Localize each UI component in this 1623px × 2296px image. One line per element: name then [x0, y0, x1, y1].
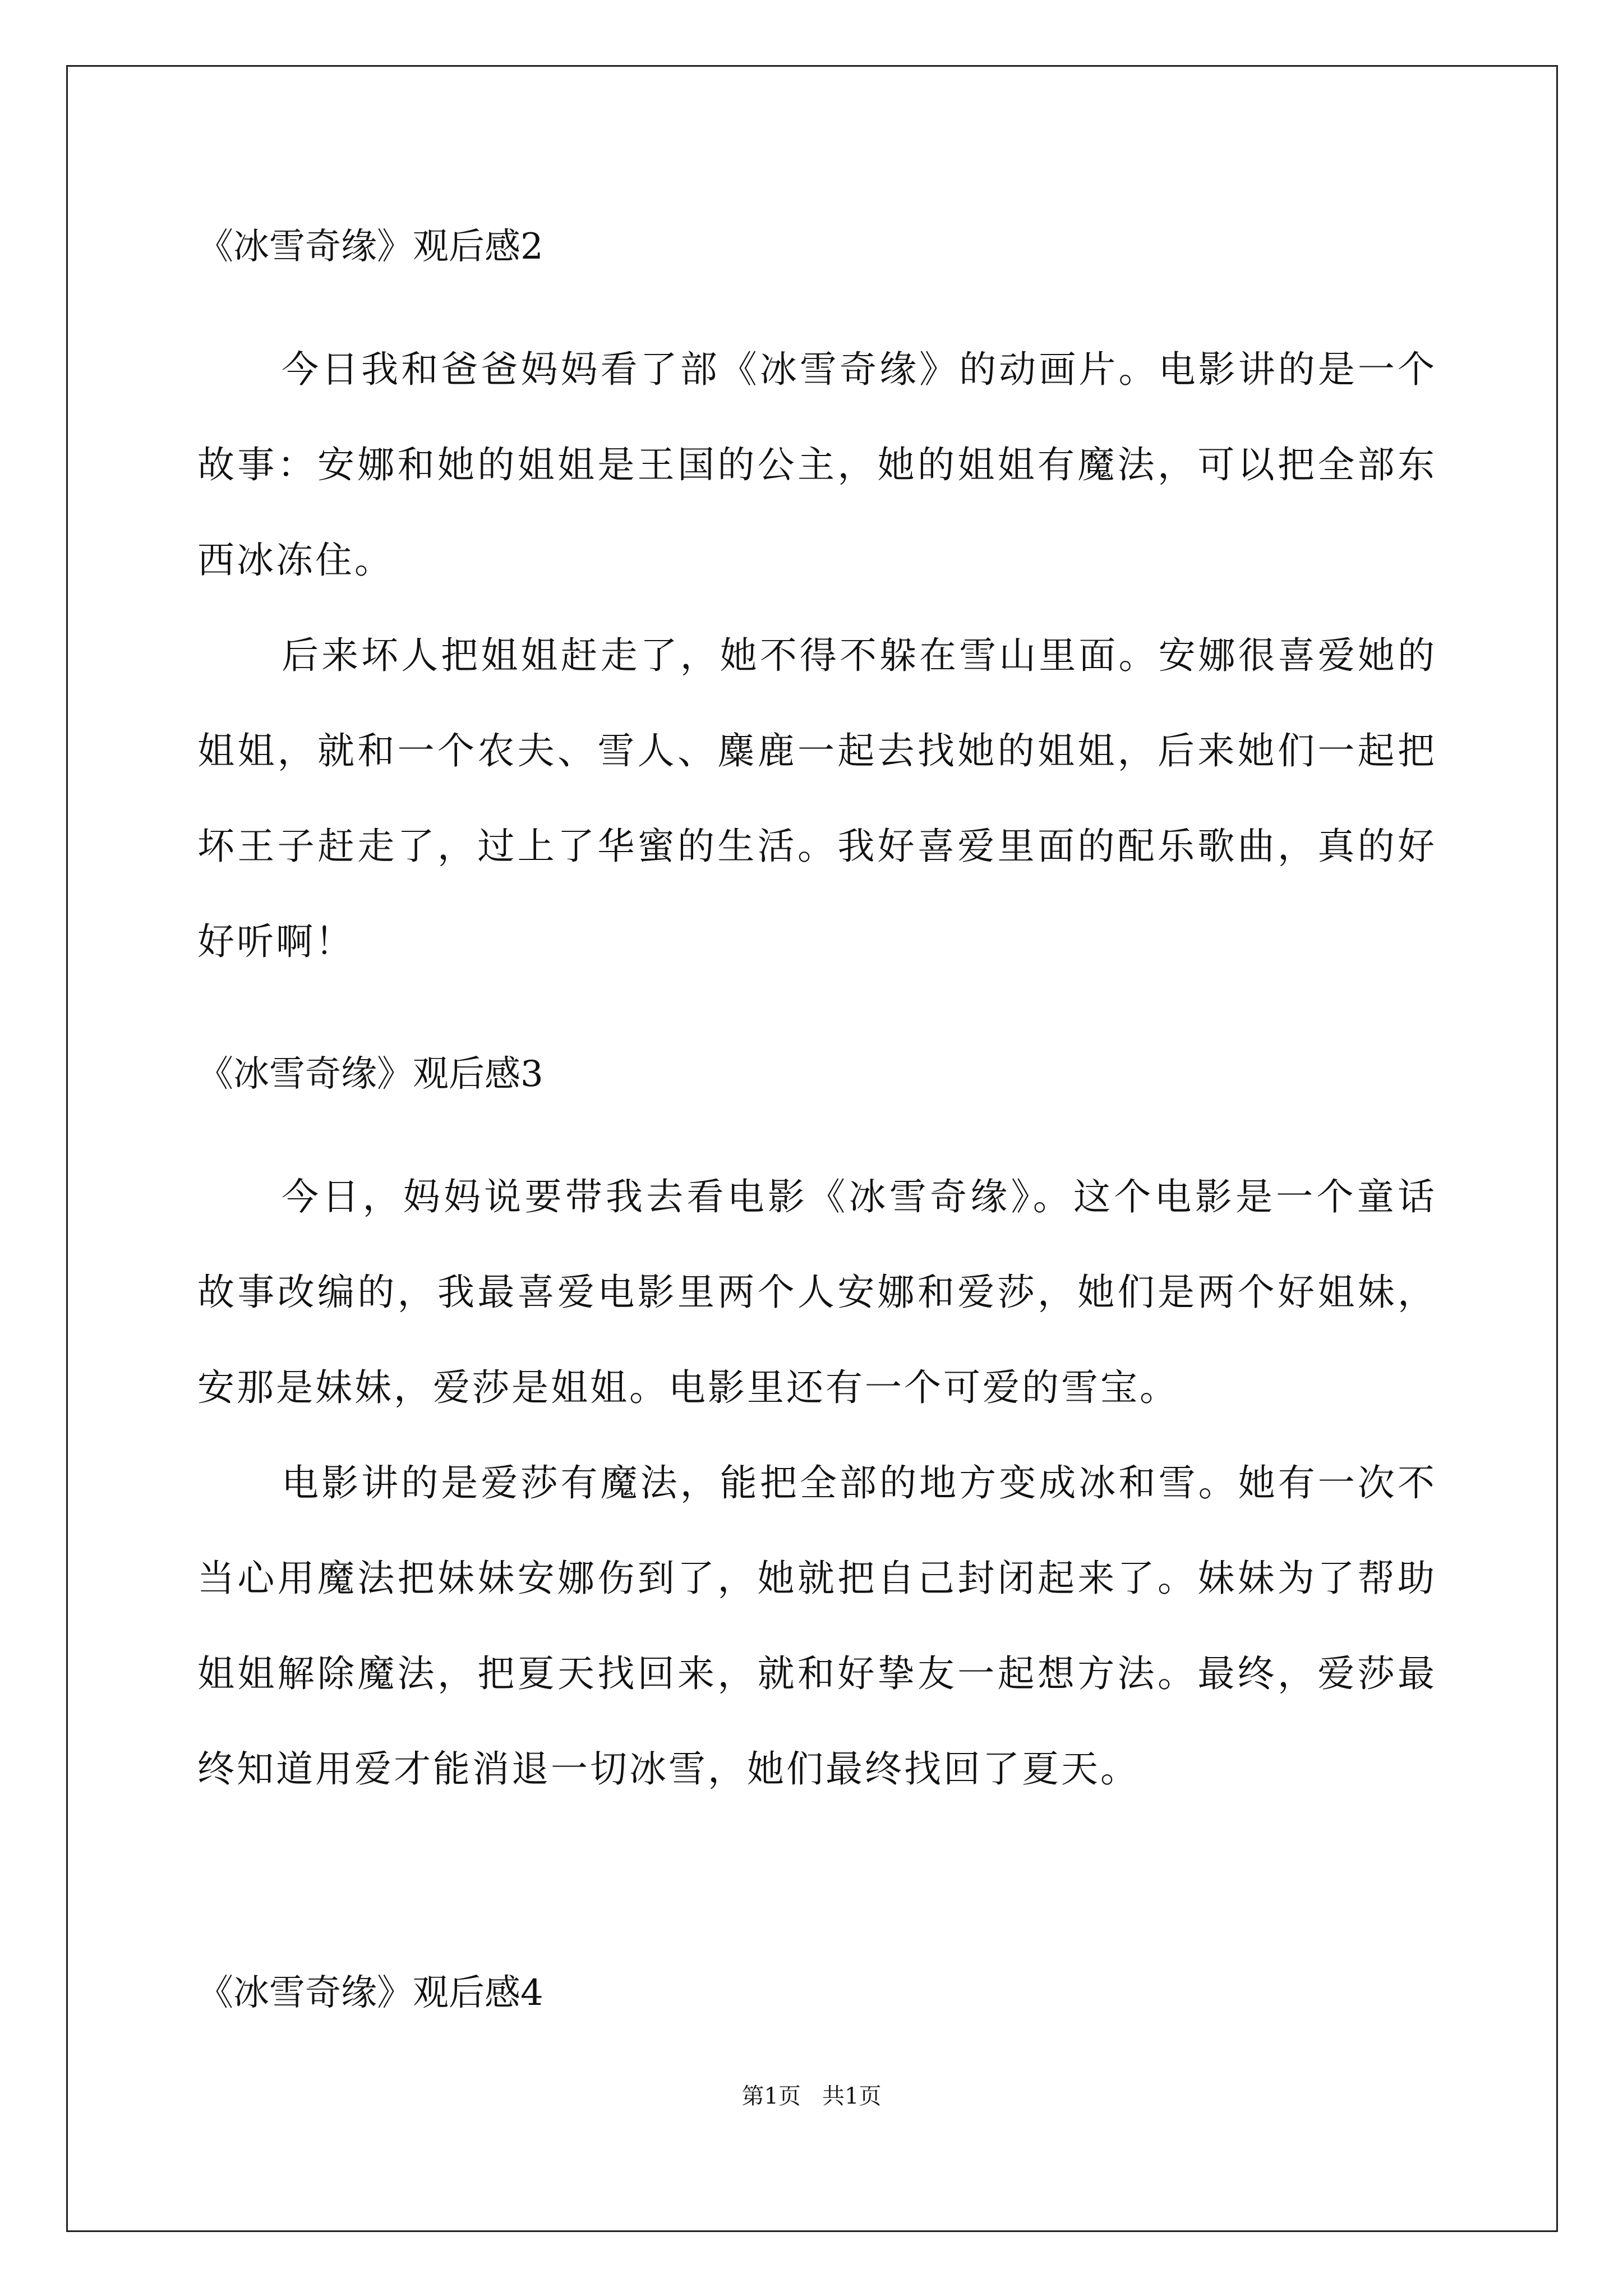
paragraph: 电影讲的是爱莎有魔法，能把全部的地方变成冰和雪。她有一次不当心用魔法把妹妹安娜伤到了，她就把自己封闭起来了。妹妹为了帮助姐姐解除魔法，把夏天找回来，就和好挚友一起想方法。最终，爱莎最终知道用爱才能消退一切冰雪，她们最终找回了夏天。	[197, 1461, 1437, 1791]
paragraph: 今日，妈妈说要带我去看电影《冰雪奇缘》。这个电影是一个童话故事改编的，我最喜爱电影里两个人安娜和爱莎，她们是两个好姐妹，安那是妹妹，爱莎是姐姐。电影里还有一个可爱的雪宝。	[197, 1175, 1437, 1409]
paragraph: 后来坏人把姐姐赶走了，她不得不躲在雪山里面。安娜很喜爱她的姐姐，就和一个农夫、雪人、麋鹿一起去找她的姐姐，后来她们一起把坏王子赶走了，过上了华蜜的生活。我好喜爱里面的配乐歌曲，真的好好听啊！	[197, 634, 1437, 963]
section-heading: 《冰雪奇缘》观后感4	[197, 1972, 543, 2014]
paragraph: 今日我和爸爸妈妈看了部《冰雪奇缘》的动画片。电影讲的是一个故事：安娜和她的姐姐是王国的公主，她的姐姐有魔法，可以把全部东西冰冻住。	[197, 348, 1437, 582]
section-heading: 《冰雪奇缘》观后感2	[197, 226, 543, 268]
page-footer: 第1页 共1页	[741, 2083, 882, 2109]
section-heading: 《冰雪奇缘》观后感3	[197, 1053, 543, 1095]
